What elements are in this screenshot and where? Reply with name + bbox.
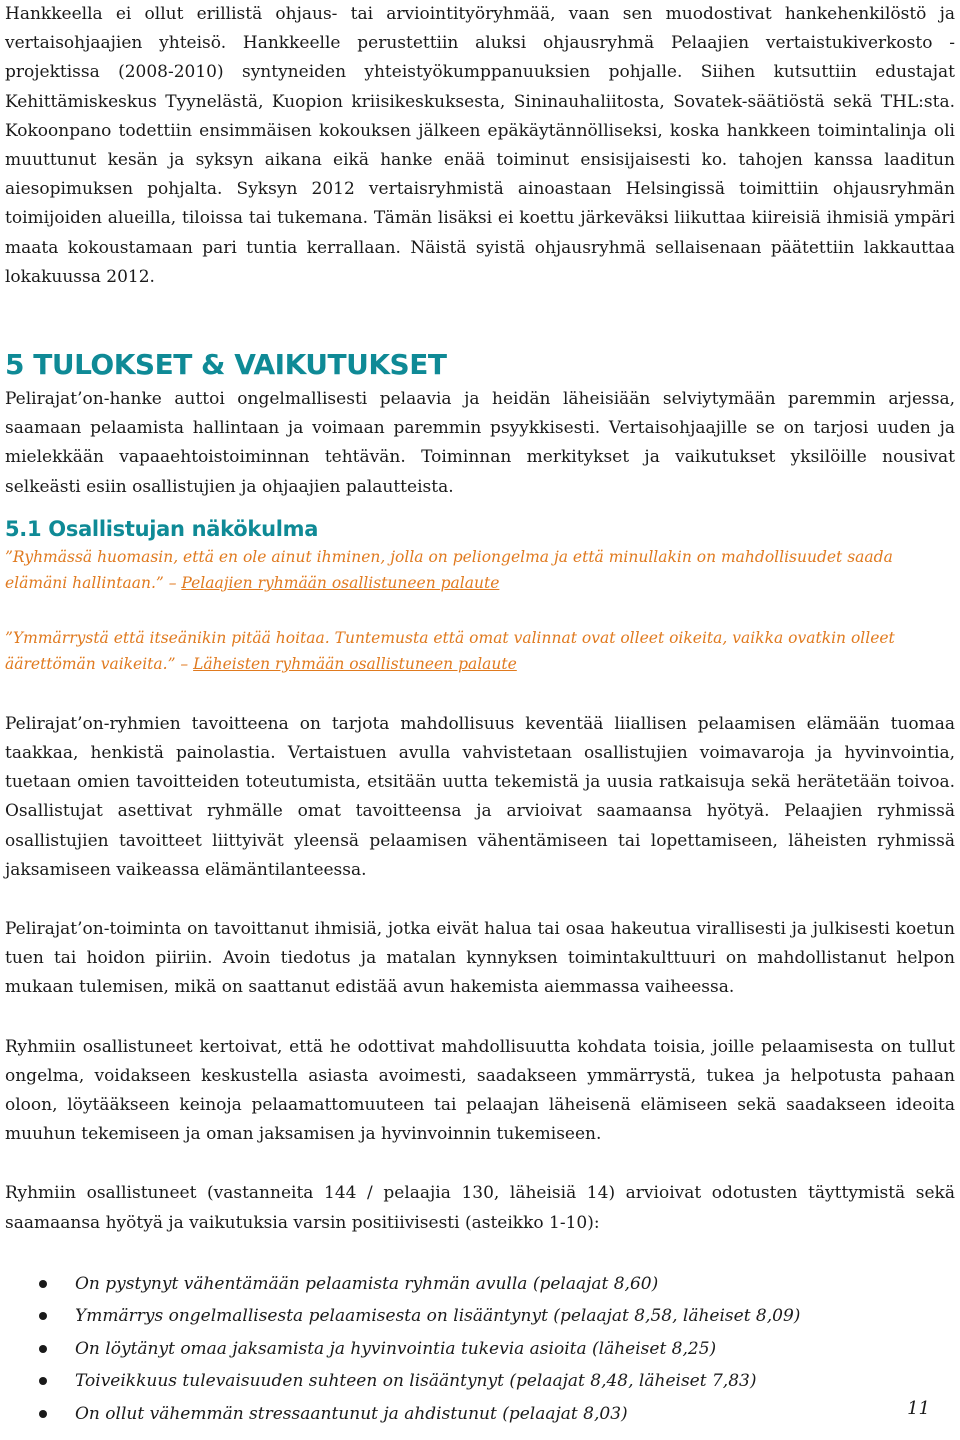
quote-source: Läheisten ryhmään osallistuneen palaute xyxy=(193,655,517,674)
bullet-icon xyxy=(39,1377,47,1385)
body-paragraph: Pelirajat’on-ryhmien tavoitteena on tarjota mahdollisuus keventää liiallisen pelaamisen elämään tuomaa taakkaa, henkistä painolastia. Vertaistuen avulla vahvistetaan osallistujien voimavaroja ja hyvinvointia, tuetaan omien tavoitteiden toteutumista, etsitään uutta tekemistä ja uusia ratkaisuja sekä herätetään toivoa. Osallistujat asettivat ryhmälle omat tavoitteensa ja arvioivat saamaansa hyötyä. Pelaajien ryhmissä osallistujien tavoitteet liittyivät yleensä pelaamisen vähentämiseen tai lopettamiseen, läheisten ryhmissä jaksamiseen vaikeassa elämäntilanteessa. xyxy=(5,713,955,880)
body-paragraph: Ryhmiin osallistuneet (vastanneita 144 / pelaajia 130, läheisiä 14) arvioivat odotusten täyttymistä sekä saamaansa hyötyä ja vaikutuksia varsin positiivisesti (asteikko 1-10): xyxy=(5,1183,955,1233)
list-item-text: On löytänyt omaa jaksamista ja hyvinvointia tukevia asioita (läheiset 8,25) xyxy=(75,1338,717,1359)
quote-text: ”Ryhmässä huomasin, että en ole ainut ihminen, jolla on peliongelma ja että minullakin on mahdollisuudet saada elämäni hallintaan.” – xyxy=(5,547,893,593)
quote-text: ”Ymmärrystä että itseänikin pitää hoitaa. Tuntemusta että omat valinnat ovat olleet oikeita, vaikka ovatkin olleet äärettömän vaikeita.” – xyxy=(5,628,895,674)
list-item-text: Toiveikkuus tulevaisuuden suhteen on lisääntynyt (pelaajat 8,48, läheiset 7,83) xyxy=(75,1371,757,1392)
list-item-text: On ollut vähemmän stressaantunut ja ahdistunut (pelaajat 8,03) xyxy=(75,1403,628,1424)
bullet-icon xyxy=(39,1280,47,1288)
list-item xyxy=(5,1398,955,1430)
body-paragraph: Pelirajat’on-toiminta on tavoittanut ihmisiä, jotka eivät halua tai osaa hakeutua virallisesti ja julkisesti koetun tuen tai hoidon piiriin. Avoin tiedotus ja matalan kynnyksen toimintakulttuuri on mahdollistanut helpon mukaan tulemisen, mikä on saattanut edistää avun hakemista aiemmassa vaiheessa. xyxy=(5,919,955,998)
bullet-icon xyxy=(39,1345,47,1353)
section-heading: 5 TULOKSET & VAIKUTUKSET xyxy=(5,348,447,382)
list-item xyxy=(5,1333,955,1365)
bullet-icon xyxy=(39,1312,47,1320)
list-item xyxy=(5,1365,955,1397)
list-item xyxy=(5,1268,955,1300)
quote-block xyxy=(5,625,955,678)
intro-paragraph: Hankkeella ei ollut erillistä ohjaus- tai arviointityöryhmää, vaan sen muodostivat hankehenkilöstö ja vertaisohjaajien yhteisö. Hankkeelle perustettiin aluksi ohjausryhmä Pelaajien vertaistukiverkosto -projektissa (2008-2010) syntyneiden yhteistyökumppanuuksien pohjalle. Siihen kutsuttiin edustajat Kehittämiskeskus Tyynelästä, Kuopion kriisikeskuksesta, Sininauhaliitosta, Sovatek-säätiöstä sekä THL:sta. Kokoonpano todettiin ensimmäisen kokouksen jälkeen epäkäytännölliseksi, koska hankkeen toimintalinja oli muuttunut kesän ja syksyn aikana eikä hanke enää toiminut ensisijaisesti ko. tahojen kanssa laaditun aiesopimuksen pohjalta. Syksyn 2012 vertaisryhmistä ainoastaan Helsingissä toimittiin ohjausryhmän toimijoiden alueilla, tiloissa tai tukemana. Tämän lisäksi ei koettu järkeväksi liikuttaa kiireisiä ihmisiä ympäri maata kokoustamaan pari tuntia kerrallaan. Näistä syistä ohjausryhmä sellaisenaan päätettiin lakkauttaa lokakuussa 2012. xyxy=(5,4,955,287)
list-item-text: Ymmärrys ongelmallisesta pelaamisesta on lisääntynyt (pelaajat 8,58, läheiset 8,09) xyxy=(75,1306,801,1327)
document-page xyxy=(5,0,955,1430)
list-item xyxy=(5,1300,955,1332)
list-item-text: On pystynyt vähentämään pelaamista ryhmän avulla (pelaajat 8,60) xyxy=(75,1273,659,1294)
subsection-heading: 5.1 Osallistujan näkökulma xyxy=(5,516,319,541)
quote-block xyxy=(5,544,955,597)
section-paragraph: Pelirajat’on-hanke auttoi ongelmallisesti pelaavia ja heidän läheisiään selviytymään paremmin arjessa, saamaan pelaamista hallintaan ja voimaan paremmin psyykkisesti. Vertaisohjaajille se on tarjosi uuden ja mielekkään vapaaehtoistoiminnan tehtävän. Toiminnan merkitykset ja vaikutukset yksilöille nousivat selkeästi esiin osallistujien ja ohjaajien palautteista. xyxy=(5,389,955,497)
results-list xyxy=(5,1268,955,1430)
bullet-icon xyxy=(39,1410,47,1418)
page-number: 11 xyxy=(907,1398,930,1419)
body-paragraph: Ryhmiin osallistuneet kertoivat, että he odottivat mahdollisuutta kohdata toisia, joille pelaamisesta on tullut ongelma, voidakseen keskustella asiasta avoimesti, saadakseen ymmärrystä, tukea ja helpotusta pahaan oloon, löytääkseen keinoja pelaamattomuuteen tai pelaajan läheisenä elämiseen sekä saadakseen ideoita muuhun tekemiseen ja oman jaksamisen ja hyvinvoinnin tukemiseen. xyxy=(5,1036,955,1145)
quote-source: Pelaajien ryhmään osallistuneen palaute xyxy=(181,574,500,593)
